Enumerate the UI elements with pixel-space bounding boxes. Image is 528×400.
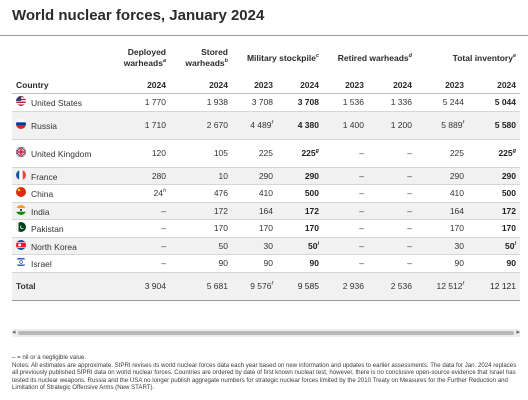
cell: – (368, 237, 416, 255)
cell: 50$^i$ (468, 237, 520, 255)
cell: 4 489$^f$ (232, 111, 277, 139)
cell: 12 121 (468, 272, 520, 300)
header-country: Country (12, 76, 108, 94)
country-cell: United Kingdom (12, 139, 108, 167)
cell: 50$^i$ (277, 237, 323, 255)
cell: 164 (416, 202, 468, 220)
india-flag-icon (16, 205, 26, 215)
cell: – (323, 202, 368, 220)
total-row (12, 272, 520, 300)
china-flag-icon (16, 187, 26, 197)
table-row (12, 220, 520, 238)
country-cell: United States (12, 94, 108, 112)
russia-flag-icon (16, 119, 26, 129)
cell: – (108, 202, 170, 220)
cell: – (368, 167, 416, 185)
cell: 1 400 (323, 111, 368, 139)
cell: 3 708 (277, 94, 323, 112)
country-cell: India (12, 202, 108, 220)
cell: 10 (170, 167, 232, 185)
cell: 1 200 (368, 111, 416, 139)
cell: 90 (170, 255, 232, 273)
country-cell: Israel (12, 255, 108, 273)
cell: 5 244 (416, 94, 468, 112)
country-cell: Pakistan (12, 220, 108, 238)
cell: 5 580 (468, 111, 520, 139)
cell: 1 770 (108, 94, 170, 112)
country-cell: China (12, 185, 108, 203)
cell: 9 576$^f$ (232, 272, 277, 300)
page-title: World nuclear forces, January 2024 (12, 7, 265, 24)
pakistan-flag-icon (16, 222, 26, 232)
country-cell: Russia (12, 111, 108, 139)
cell: 290 (416, 167, 468, 185)
header-blank (12, 40, 108, 76)
cell: – (323, 185, 368, 203)
country-cell: France (12, 167, 108, 185)
header-year: 2024 (108, 76, 170, 94)
header-total: Total inventory$^e$ (452, 52, 517, 63)
table-row (12, 94, 520, 112)
table-row (12, 167, 520, 185)
us-flag-icon (16, 96, 26, 106)
cell: 280 (108, 167, 170, 185)
cell: – (323, 255, 368, 273)
scroll-left-icon[interactable]: ◂ (12, 329, 16, 336)
cell: 1 938 (170, 94, 232, 112)
cell: – (323, 220, 368, 238)
header-year: 2024 (368, 76, 416, 94)
cell: 3 708 (232, 94, 277, 112)
table-row (12, 139, 520, 167)
cell: – (368, 255, 416, 273)
uk-flag-icon (16, 147, 26, 157)
cell: 1 536 (323, 94, 368, 112)
north-korea-flag-icon (16, 240, 26, 250)
cell: 500 (468, 185, 520, 203)
cell: 290 (277, 167, 323, 185)
header-group-row (12, 40, 520, 76)
cell: 172 (170, 202, 232, 220)
notes-text: Notes: All estimates are approximate. SIPRI revises its world nuclear forces data each year based on new information and updates to earlier assessments. The data for Jan. 2024 replaces all previously published SIPRI data on world nuclear forces. Countries are ordered by date of first known nuclear test; however, there is no conclusive open-source evidence that Israel has tested its nuclear weapons. Russia and the USA no longer publish aggregate numbers for strategic nuclear forces limited by the 2010 Treaty on Measures for the Further Reduction and Limitation of Strategic Offensive Arms (New START). (12, 361, 517, 392)
scroll-right-icon[interactable]: ▸ (516, 329, 520, 336)
cell: 5 044 (468, 94, 520, 112)
cell: 172 (468, 202, 520, 220)
scrollbar-thumb[interactable] (18, 331, 514, 335)
header-year: 2023 (232, 76, 277, 94)
cell: 290 (232, 167, 277, 185)
table-notes (12, 354, 520, 392)
notes-legend: – = nil or a negligible value. (12, 354, 87, 361)
cell: 24$^h$ (108, 185, 170, 203)
cell: 410 (416, 185, 468, 203)
table-row (12, 202, 520, 220)
cell: – (323, 139, 368, 167)
nuclear-forces-table (12, 40, 520, 301)
country-cell: North Korea (12, 237, 108, 255)
cell: 4 380 (277, 111, 323, 139)
table-row (12, 185, 520, 203)
cell: 30 (416, 237, 468, 255)
cell: – (368, 139, 416, 167)
cell: 9 585 (277, 272, 323, 300)
cell: 225$^g$ (468, 139, 520, 167)
cell: 172 (277, 202, 323, 220)
title-divider (0, 35, 528, 36)
table-row (12, 111, 520, 139)
cell: – (108, 220, 170, 238)
cell: 120 (108, 139, 170, 167)
cell: 1 336 (368, 94, 416, 112)
header-deployed: Deployed warheads$^a$ (123, 47, 166, 68)
cell: 30 (232, 237, 277, 255)
france-flag-icon (16, 170, 26, 180)
cell: 476 (170, 185, 232, 203)
header-year: 2024 (277, 76, 323, 94)
cell: 105 (170, 139, 232, 167)
cell: 290 (468, 167, 520, 185)
cell: 1 710 (108, 111, 170, 139)
table-row (12, 255, 520, 273)
cell: 225 (416, 139, 468, 167)
total-label: Total (12, 272, 108, 300)
cell: 225$^g$ (277, 139, 323, 167)
cell: 170 (232, 220, 277, 238)
cell: 170 (416, 220, 468, 238)
cell: 2 536 (368, 272, 416, 300)
cell: – (323, 237, 368, 255)
cell: 2 936 (323, 272, 368, 300)
header-year: 2023 (416, 76, 468, 94)
header-year: 2024 (170, 76, 232, 94)
cell: 225 (232, 139, 277, 167)
cell: 170 (468, 220, 520, 238)
cell: 5 681 (170, 272, 232, 300)
cell: – (108, 237, 170, 255)
cell: 170 (170, 220, 232, 238)
cell: 50 (170, 237, 232, 255)
cell: 90 (416, 255, 468, 273)
israel-flag-icon (16, 257, 26, 267)
cell: – (368, 185, 416, 203)
cell: 90 (232, 255, 277, 273)
cell: 2 670 (170, 111, 232, 139)
header-year: 2024 (468, 76, 520, 94)
header-year-row (12, 76, 520, 94)
table-row (12, 237, 520, 255)
cell: 170 (277, 220, 323, 238)
cell: 90 (468, 255, 520, 273)
cell: 164 (232, 202, 277, 220)
cell: 410 (232, 185, 277, 203)
cell: 3 904 (108, 272, 170, 300)
cell: 5 889$^f$ (416, 111, 468, 139)
cell: 90 (277, 255, 323, 273)
horizontal-scrollbar[interactable] (12, 329, 520, 337)
cell: – (368, 220, 416, 238)
cell: – (108, 255, 170, 273)
header-retired: Retired warheads$^d$ (337, 52, 412, 63)
header-military: Military stockpile$^c$ (246, 52, 319, 63)
cell: – (323, 167, 368, 185)
header-stored: Stored warheads$^b$ (185, 47, 228, 68)
cell: – (368, 202, 416, 220)
header-year: 2023 (323, 76, 368, 94)
cell: 12 512$^f$ (416, 272, 468, 300)
cell: 500 (277, 185, 323, 203)
